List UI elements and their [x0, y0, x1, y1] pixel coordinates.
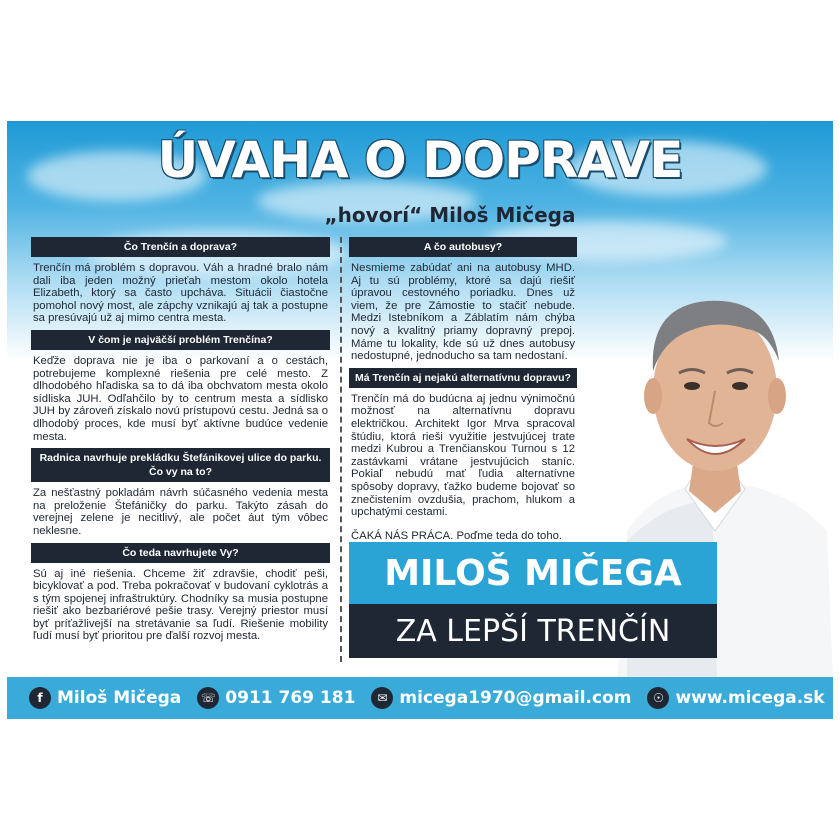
- right-column: [349, 237, 577, 547]
- contact-footer: [7, 677, 833, 719]
- phone-label: 0911 769 181: [225, 688, 356, 708]
- email-icon: ✉: [371, 687, 393, 709]
- phone-icon: ☏: [197, 687, 219, 709]
- email-label: micega1970@gmail.com: [399, 688, 632, 708]
- web-icon: ☉: [647, 687, 669, 709]
- question-heading: Čo Trenčín a doprava?: [31, 237, 330, 257]
- candidate-name: MILOŠ MIČEGA: [349, 542, 717, 604]
- web-contact[interactable]: [647, 687, 824, 709]
- facebook-icon: f: [29, 687, 51, 709]
- answer-text: Trenčín má problém s dopravou. Váh a hradné bralo nám dali iba jeden možný prieťah mestom okolo hotela Elizabeth, ktorý sa často upcháva. Situácii čiastočne pomohol nový most, ale zápchy vznikajú aj tak a postupne sa presúvajú už aj mimo centra mesta.: [33, 262, 328, 325]
- facebook-label: Miloš Mičega: [57, 688, 182, 708]
- question-heading: A čo autobusy?: [349, 237, 577, 257]
- closing-text: ČAKÁ NÁS PRÁCA. Poďme teda do toho.: [351, 529, 563, 542]
- left-column: [31, 237, 330, 648]
- question-heading: Čo teda navrhujete Vy?: [31, 543, 330, 563]
- page-subtitle: „hovorí“ Miloš Mičega: [324, 203, 576, 227]
- question-heading: Radnica navrhuje prekládku Štefánikovej ulice do parku. Čo vy na to?: [31, 448, 330, 482]
- web-label: www.micega.sk: [675, 688, 825, 708]
- question-heading: V čom je najväčší problém Trenčína?: [31, 330, 330, 350]
- facebook-contact[interactable]: [29, 687, 181, 709]
- question-heading: Má Trenčín aj nejakú alternatívnu dopravu?: [349, 368, 577, 388]
- page-title: ÚVAHA O DOPRAVE: [157, 131, 683, 189]
- answer-text: Nesmieme zabúdať ani na autobusy MHD. Aj tu sú problémy, ktoré sa dajú riešiť úpravou cestovného poriadku. Dnes už viem, že pre Zámostie to stačiť nebude. Medzi Istebníkom a Záblatím nám chýba nový a kvalitný priamy dopravný prepoj. Máme tu lokality, kde sú už dnes autobusy nedostupné, jednoducho sa tam nedostaní.: [351, 262, 575, 363]
- answer-text: Za nešťastný pokladám návrh súčasného vedenia mesta na preloženie Štefáničky do parku. Takýto zásah do verejnej zelene je necitlivý, ale počet áut tým vôbec neklesne.: [33, 487, 328, 537]
- flyer: [7, 121, 833, 719]
- answer-text: Sú aj iné riešenia. Chceme žiť zdravšie, chodiť peši, bicyklovať a pod. Treba pokračovať v budovaní cyklotrás a s tým spojenej infraštruktúry. Chodníky sa musia postupne riešiť ako bezbariérové pešie trasy. Verejný priestor musí byť príťažlivejší na stretávanie sa ľudí. Riešenie mobility ľudí musí byť prioritou pre ďalší rozvoj mesta.: [33, 567, 328, 643]
- answer-text: Trenčín má do budúcna aj jednu výnimočnú možnosť na alternatívnu dopravu električkou. Architekt Igor Mrva spracoval štúdiu, ktorá rieši využitie jestvujúcej trate medzi Kubrou a Trenčianskou Turnou s 12 zastávkami vrátane jestvujúcich staníc. Pokiaľ nebudú mať ľudia alternatívne spôsoby dopravy, ťažko budeme bojovať so znečistením ovzdušia, prachom, hlukom a upchatými cestami.: [351, 392, 575, 519]
- phone-contact[interactable]: [197, 687, 355, 709]
- answer-text: Keďže doprava nie je iba o parkovaní a o cestách, potrebujeme komplexné riešenia pre celé mesto. Z dlhodobého hľadiska sa to dá iba obchvatom mesta okolo sídliska JUH. Odľahčilo by to centrum mesta a sídlisko JUH by zároveň získalo novú prístupovú cestu. Jedná sa o dlhodobý proces, kde musí byť aktívne budúce vedenie mesta.: [33, 354, 328, 443]
- candidate-slogan: ZA LEPŠÍ TRENČÍN: [349, 604, 717, 658]
- column-divider: [340, 237, 342, 662]
- email-contact[interactable]: [371, 687, 631, 709]
